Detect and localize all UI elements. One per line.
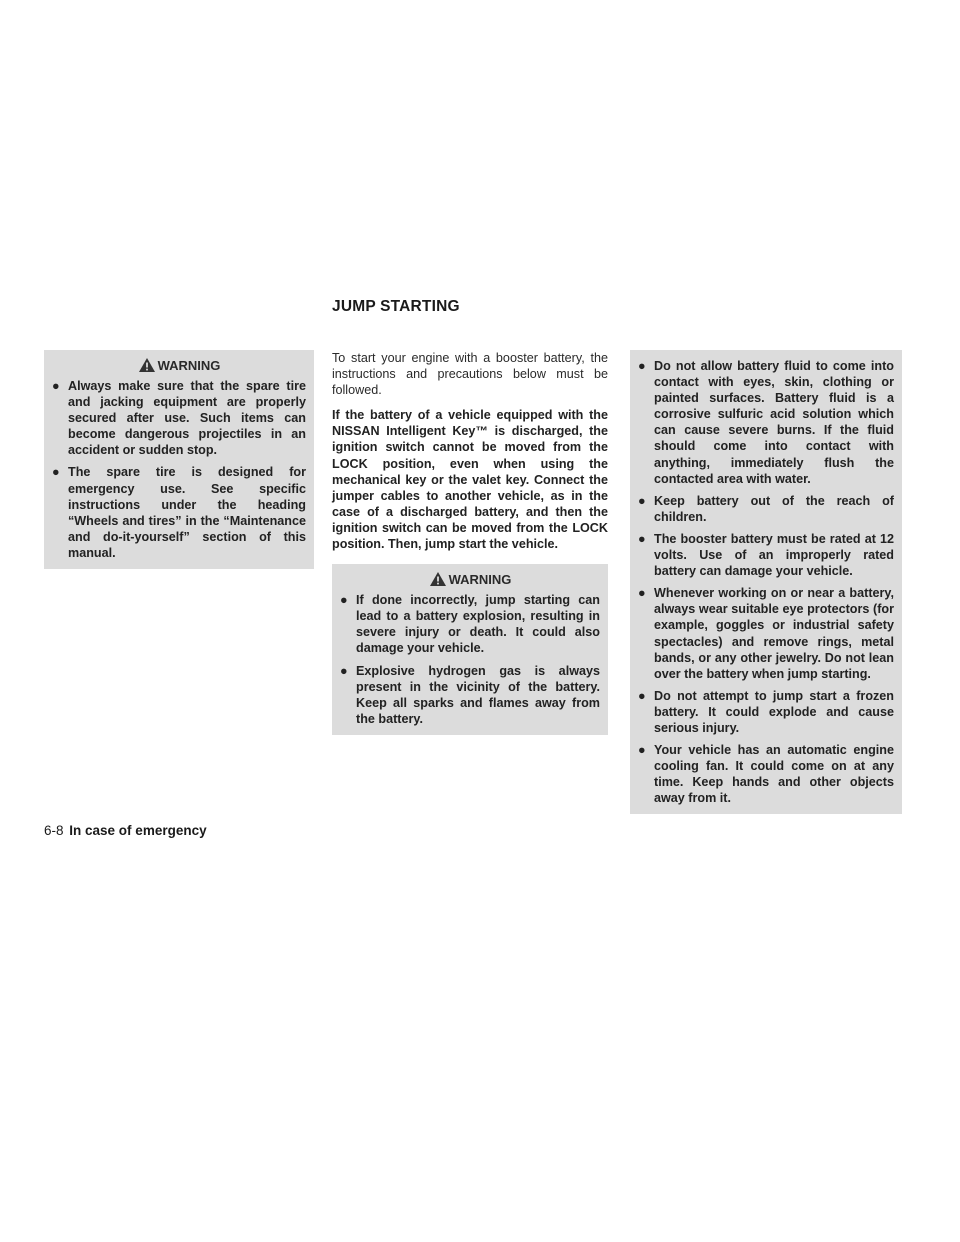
- bullet: ●: [638, 359, 646, 373]
- warning-title: WARNING: [448, 571, 512, 587]
- warning-item: [52, 464, 306, 561]
- warning-item-text: Whenever working on or near a battery, always wear suitable eye protectors (for example, goggles or industrial safety spectacles) and remove rings, metal bands, or any other jewelry. Do not lean over the battery when jump starting.: [654, 586, 894, 681]
- page-footer: [44, 823, 207, 838]
- warning-box: [44, 350, 314, 569]
- warning-item: [340, 592, 600, 656]
- bullet: ●: [340, 593, 348, 608]
- warning-item-text: If done incorrectly, jump starting can lead to a battery explosion, resulting in severe injury or death. It could also damage your vehicle.: [356, 593, 600, 656]
- warning-header: [52, 356, 306, 374]
- page-number: 6-8: [44, 823, 64, 838]
- warning-box-continued: [630, 350, 902, 814]
- chapter-title: In case of emergency: [69, 823, 207, 838]
- warning-item-text: Explosive hydrogen gas is always present in the vicinity of the battery. Keep all sparks and flames away from the battery.: [356, 663, 600, 726]
- intelligent-key-paragraph: If the battery of a vehicle equipped with the NISSAN Intelligent Key™ is discharged, the ignition switch cannot be moved from the LOCK position, even when using the mechanical key or the valet key. Connect the jumper cables to another vehicle, as in the case of a discharged battery, and then the ignition switch can be moved from the LOCK position. Then, jump start the vehicle.: [332, 408, 608, 552]
- warning-item-text: Keep battery out of the reach of children.: [654, 493, 894, 524]
- warning-box: [332, 564, 608, 735]
- warning-item: [638, 358, 894, 487]
- warning-item: [638, 531, 894, 579]
- intro-paragraph: To start your engine with a booster battery, the instructions and precautions below must be followed.: [332, 351, 608, 398]
- bullet: ●: [638, 531, 646, 546]
- warning-item-text: Do not attempt to jump start a frozen battery. It could explode and cause serious injury.: [654, 688, 894, 735]
- warning-list: [52, 378, 306, 561]
- middle-column: [332, 350, 608, 735]
- warning-header: [340, 570, 600, 588]
- section-heading: JUMP STARTING: [332, 298, 460, 315]
- bullet: ●: [638, 743, 646, 758]
- warning-item: [638, 585, 894, 682]
- warning-triangle-icon: [429, 571, 447, 587]
- warning-item-text: Your vehicle has an automatic engine cooling fan. It could come on at any time. Keep hands and other objects away from it.: [654, 743, 894, 806]
- warning-item-text: Do not allow battery fluid to come into contact with eyes, skin, clothing or painted surfaces. Battery fluid is a corrosive sulfuric acid solution which can cause severe burns. If the fluid should come into contact with anything, immediately flush the contacted area with water.: [654, 359, 894, 486]
- right-column: [630, 350, 902, 814]
- bullet: ●: [638, 688, 646, 703]
- warning-item: [638, 688, 894, 736]
- bullet: ●: [52, 465, 60, 480]
- warning-item: [638, 742, 894, 806]
- warning-item: [52, 378, 306, 458]
- bullet: ●: [638, 493, 646, 508]
- warning-item-text: The booster battery must be rated at 12 volts. Use of an improperly rated battery can damage your vehicle.: [654, 531, 894, 579]
- left-column: [44, 350, 314, 569]
- warning-item-text: The spare tire is designed for emergency use. See specific instructions under the heading “Wheels and tires” in the “Maintenance and do-it-yourself” section of this manual.: [68, 465, 306, 560]
- warning-item: [638, 493, 894, 525]
- warning-item: [340, 663, 600, 727]
- bullet: ●: [638, 586, 646, 601]
- bullet: ●: [52, 379, 60, 393]
- warning-item-text: Always make sure that the spare tire and jacking equipment are properly secured after use. Such items can become dangerous projectiles in an accident or sudden stop.: [68, 379, 306, 458]
- warning-list: [340, 592, 600, 727]
- bullet: ●: [340, 663, 348, 678]
- warning-triangle-icon: [138, 357, 156, 373]
- warning-list: [638, 358, 894, 806]
- warning-title: WARNING: [157, 357, 221, 373]
